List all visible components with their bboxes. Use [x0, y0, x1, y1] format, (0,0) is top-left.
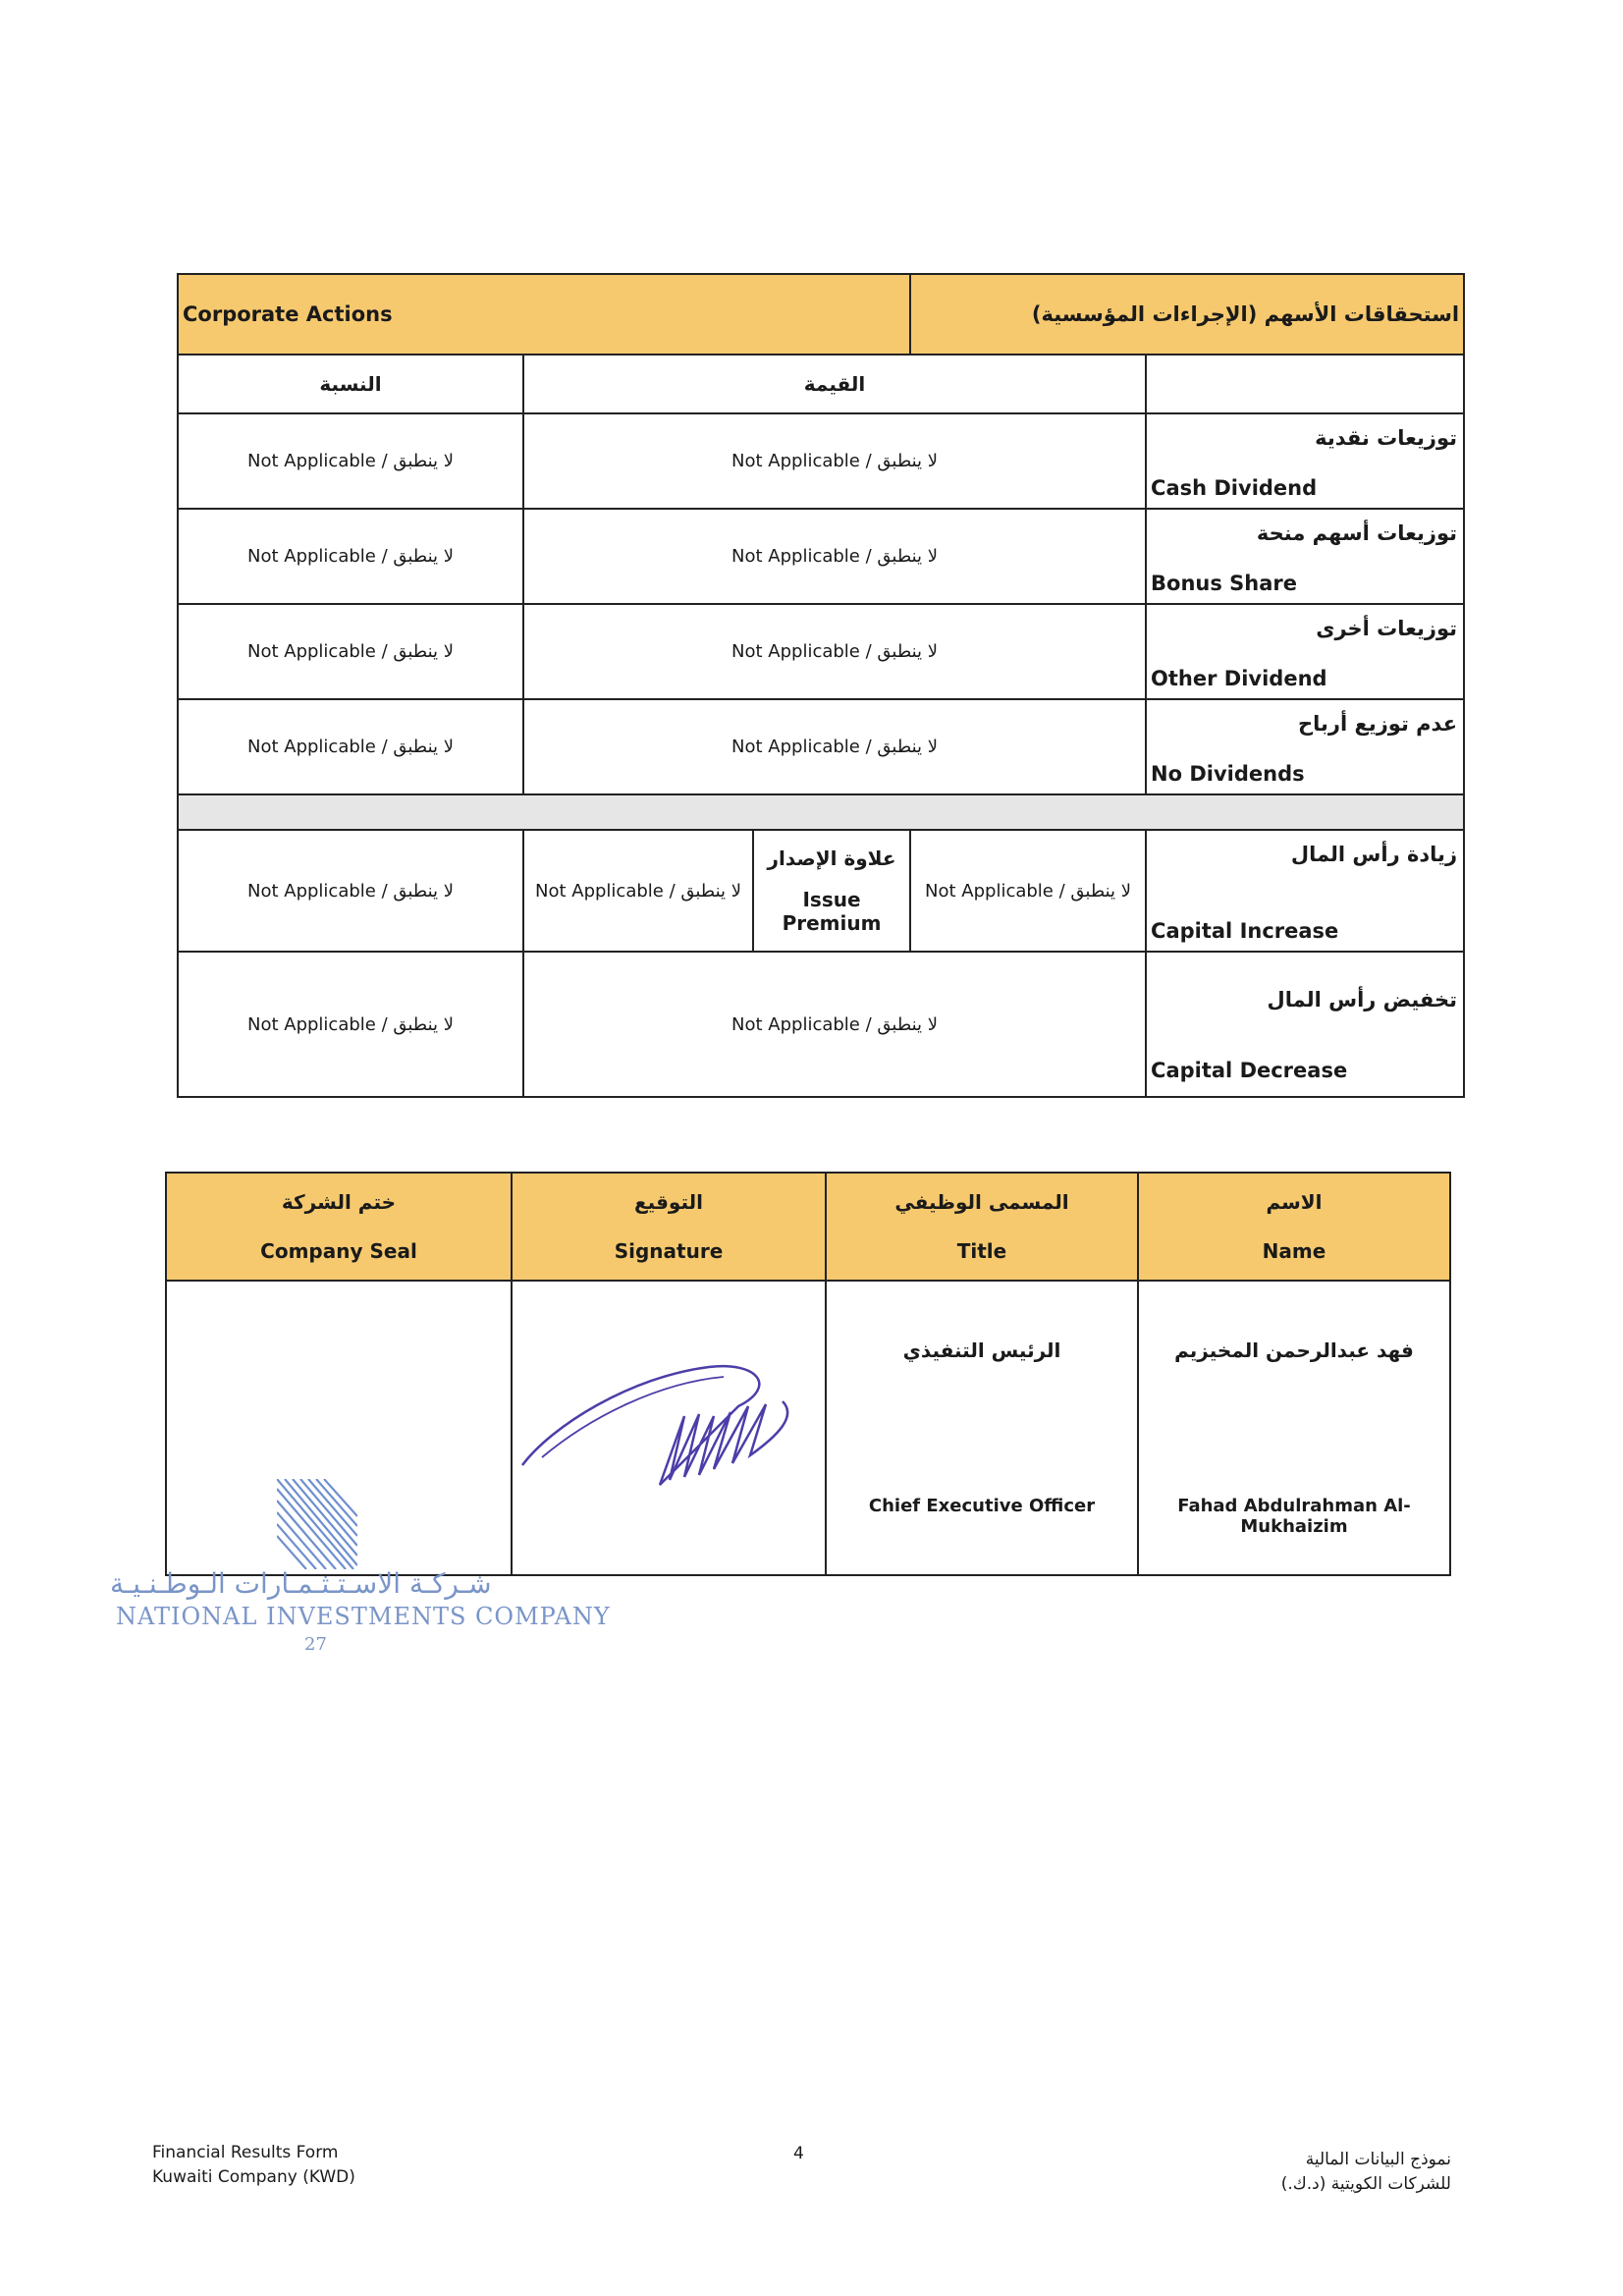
row-label-en: No Dividends [1151, 762, 1305, 786]
name-header [1138, 1173, 1450, 1281]
footer-left [152, 2141, 355, 2190]
ratio-cell: Not Applicable / لا ينطبق [178, 413, 523, 509]
separator-row [178, 794, 1464, 830]
row-label-en: Other Dividend [1151, 667, 1327, 690]
value-cell: Not Applicable / لا ينطبق [523, 604, 1146, 699]
title-header-ar: المسمى الوظيفي [894, 1190, 1069, 1214]
seal-text-ar: شـركـة الاسـتـثـمـارات الـوطـنـيـة [110, 1567, 492, 1600]
corporate-actions-title-ar-cell [910, 274, 1464, 355]
table-row [178, 699, 1464, 794]
table-row [178, 509, 1464, 604]
ratio-cell: Not Applicable / لا ينطبق [178, 509, 523, 604]
company-seal-header [166, 1173, 512, 1281]
footer-right [1281, 2148, 1451, 2197]
name-en: Fahad Abdulrahman Al-Mukhaizim [1177, 1496, 1411, 1537]
handwritten-signature [513, 1347, 807, 1504]
title-en: Chief Executive Officer [868, 1496, 1096, 1516]
value-cell: Not Applicable / لا ينطبق [523, 413, 1146, 509]
label-column-header [1146, 355, 1464, 413]
row-label-cell [1146, 830, 1464, 952]
footer-form-name-ar: نموذج البيانات المالية [1305, 2150, 1451, 2169]
name-cell [1138, 1281, 1450, 1575]
row-label-ar: توزيعات أسهم منحة [1256, 521, 1458, 545]
footer-company-type: Kuwaiti Company (KWD) [152, 2167, 355, 2187]
separator-cell [178, 794, 1464, 830]
corporate-actions-title-en: Corporate Actions [178, 274, 910, 355]
corporate-actions-title-ar: استحقاقات الأسهم (الإجراءات المؤسسية) [1031, 302, 1460, 326]
ratio-cell: Not Applicable / لا ينطبق [178, 952, 523, 1097]
signatories-table [110, 1172, 1451, 1655]
table-row [178, 413, 1464, 509]
value-cell: Not Applicable / لا ينطبق [523, 509, 1146, 604]
row-label-en: Bonus Share [1151, 572, 1298, 595]
name-header-ar: الاسم [1266, 1190, 1323, 1214]
row-label-en: Capital Decrease [1151, 1059, 1348, 1082]
row-label-ar: عدم توزيع أرباح [1297, 712, 1458, 736]
page-number: 4 [793, 2144, 804, 2163]
signature-header-en: Signature [614, 1239, 724, 1263]
row-label-ar: توزيعات أخرى [1316, 617, 1458, 640]
row-label-cell [1146, 952, 1464, 1097]
row-label-cell [1146, 604, 1464, 699]
row-label-ar: زيادة رأس المال [1290, 843, 1458, 866]
title-header-en: Title [956, 1239, 1007, 1263]
row-label-ar: توزيعات نقدية [1315, 426, 1458, 450]
seal-emblem-icon [277, 1479, 357, 1569]
row-label-en: Cash Dividend [1151, 476, 1318, 500]
row-label-cell [1146, 413, 1464, 509]
ratio-cell: Not Applicable / لا ينطبق [178, 699, 523, 794]
row-label-en: Capital Increase [1151, 919, 1339, 943]
company-seal-cell [110, 1281, 611, 1655]
name-header-en: Name [1262, 1239, 1326, 1263]
company-seal-header-en: Company Seal [260, 1239, 417, 1263]
row-label-ar: تخفيض رأس المال [1267, 988, 1458, 1011]
value-cell: Not Applicable / لا ينطبق [523, 952, 1146, 1097]
title-header [826, 1173, 1138, 1281]
issue-premium-value-cell: Not Applicable / لا ينطبق [523, 830, 753, 952]
signature-header-ar: التوقيع [634, 1190, 703, 1214]
issue-premium-label-cell [753, 830, 910, 952]
ratio-column-header: النسبة [178, 355, 523, 413]
signature-header [512, 1173, 826, 1281]
capital-decrease-row [178, 952, 1464, 1097]
value-column-header: القيمة [523, 355, 1146, 413]
title-ar: الرئيس التنفيذي [902, 1339, 1061, 1362]
title-cell [826, 1281, 1138, 1575]
value-cell: Not Applicable / لا ينطبق [523, 699, 1146, 794]
seal-number: 27 [304, 1634, 327, 1655]
issue-premium-label-en: Issue Premium [782, 888, 882, 935]
ratio-cell: Not Applicable / لا ينطبق [178, 830, 523, 952]
corporate-actions-table [177, 273, 1465, 1098]
signature-cell [512, 1281, 826, 1575]
capital-increase-row [178, 830, 1464, 952]
name-ar: فهد عبدالرحمن المخيزيم [1174, 1339, 1414, 1362]
issue-premium-label-ar: علاوة الإصدار [767, 847, 896, 870]
footer-form-name: Financial Results Form [152, 2143, 339, 2162]
row-label-cell [1146, 509, 1464, 604]
seal-text-en: NATIONAL INVESTMENTS COMPANY [116, 1603, 611, 1630]
table-row [178, 604, 1464, 699]
row-label-cell [1146, 699, 1464, 794]
footer-company-type-ar: للشركات الكويتية (د.ك.) [1280, 2174, 1451, 2194]
value-cell: Not Applicable / لا ينطبق [910, 830, 1146, 952]
company-seal-header-ar: ختم الشركة [281, 1190, 397, 1214]
ratio-cell: Not Applicable / لا ينطبق [178, 604, 523, 699]
